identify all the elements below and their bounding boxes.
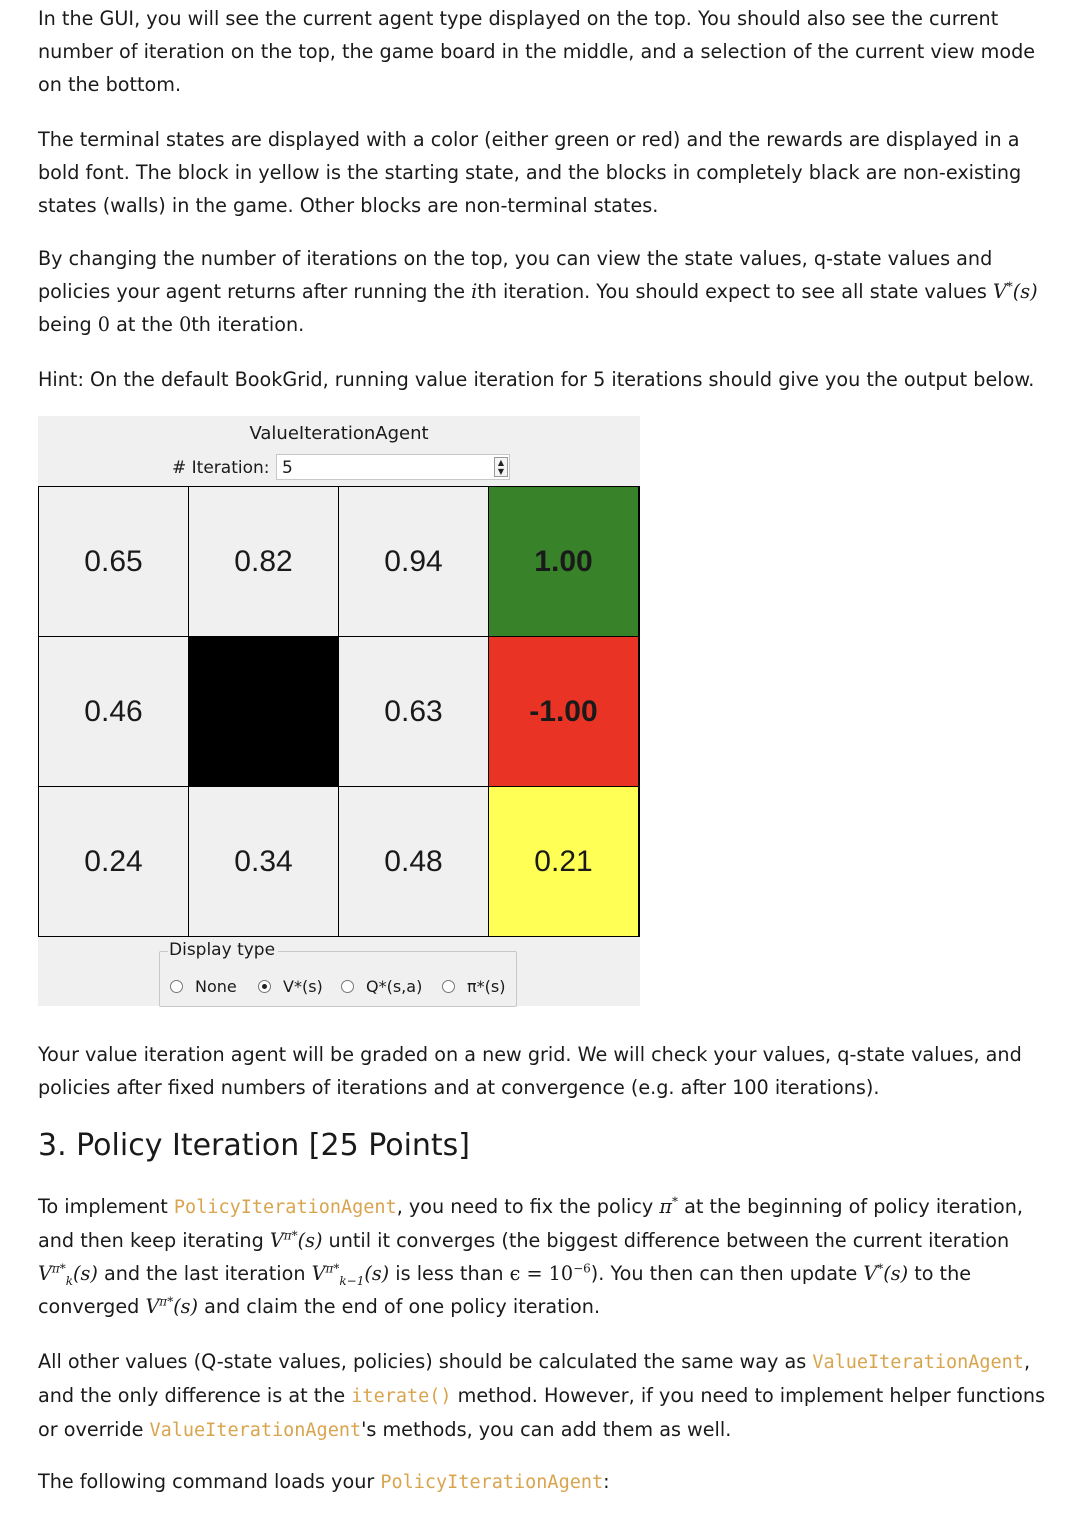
section-heading: 3. Policy Iteration [25 Points] (38, 1128, 471, 1163)
radio-state-values[interactable]: V*(s) (258, 977, 323, 996)
iteration-label: # Iteration: (172, 458, 270, 478)
hint-paragraph: Hint: On the default BookGrid, running value iteration for 5 iterations should give you the output below. (38, 368, 1035, 391)
iteration-value: 5 (282, 458, 293, 478)
radio-q-values-dot[interactable] (341, 980, 354, 993)
start-state-cell: 0.21 (489, 787, 638, 936)
wall-cell (189, 637, 338, 786)
radio-policy-dot[interactable] (442, 980, 455, 993)
display-type-group (159, 940, 517, 1007)
agent-title: ValueIterationAgent (249, 423, 429, 444)
normal-state-cell: 0.94 (339, 487, 488, 636)
policy-iteration-paragraph: To implement PolicyIterationAgent, you need to fix the policy π* at the beginning of policy iteration, and then keep iterating $V^{\pi*}(s)$ until it converges (the biggest difference between the current iteration $V^{\pi*}_k(s)$ and the last iteration $V^{\pi*}_{k-1}(s)$ is less than $\epsilon = 10^{-6}$). You then can then update V*(s) to the converged $V^{\pi*}(s)$ and claim the end of one policy iteration. (38, 1194, 1023, 1318)
command-paragraph: The following command loads your PolicyIterationAgent: (38, 1470, 610, 1493)
display-type-label: Display type (168, 940, 278, 960)
intro-paragraph-1: In the GUI, you will see the current agent type displayed on the top. You should also see the current number of iteration on the top, the game board in the middle, and a selection of the current view mode on the bottom. (38, 7, 1036, 96)
normal-state-cell: 0.24 (39, 787, 188, 936)
gridworld-gui-screenshot (38, 416, 640, 1006)
normal-state-cell: 0.46 (39, 637, 188, 786)
terminal-state-cell: -1.00 (489, 637, 638, 786)
normal-state-cell: 0.82 (189, 487, 338, 636)
intro-paragraph-3: By changing the number of iterations on the top, you can view the state values, q-state values and policies your agent returns after running the ith iteration. You should expect to see all state values V*(s) being 0 at the 0th iteration. (38, 247, 1038, 336)
normal-state-cell: 0.48 (339, 787, 488, 936)
normal-state-cell: 0.34 (189, 787, 338, 936)
intro-paragraph-2: The terminal states are displayed with a color (either green or red) and the rewards are displayed in a bold font. The block in yellow is the starting state, and the blocks in completely black are non-existing states (walls) in the game. Other blocks are non-terminal states. (38, 128, 1022, 217)
radio-none-dot[interactable] (170, 980, 183, 993)
iteration-spinner[interactable]: ▲ ▼ (494, 457, 508, 477)
normal-state-cell: 0.65 (39, 487, 188, 636)
terminal-state-cell: 1.00 (489, 487, 638, 636)
radio-q-values[interactable]: Q*(s,a) (341, 977, 422, 996)
radio-state-values-dot[interactable] (258, 980, 271, 993)
game-board (38, 486, 640, 937)
iteration-input[interactable] (276, 454, 510, 480)
normal-state-cell: 0.63 (339, 637, 488, 786)
radio-policy[interactable]: π*(s) (442, 977, 505, 996)
other-values-paragraph: All other values (Q-state values, policies) should be calculated the same way as ValueIterationAgent, and the only difference is at the iterate() method. However, if you need to implement helper functions or override ValueIterationAgent's methods, you can add them as well. (38, 1350, 1046, 1441)
radio-none[interactable]: None (170, 977, 237, 996)
grading-paragraph: Your value iteration agent will be graded on a new grid. We will check your values, q-state values, and policies after fixed numbers of iterations and at convergence (e.g. after 100 iterations). (38, 1043, 1022, 1099)
